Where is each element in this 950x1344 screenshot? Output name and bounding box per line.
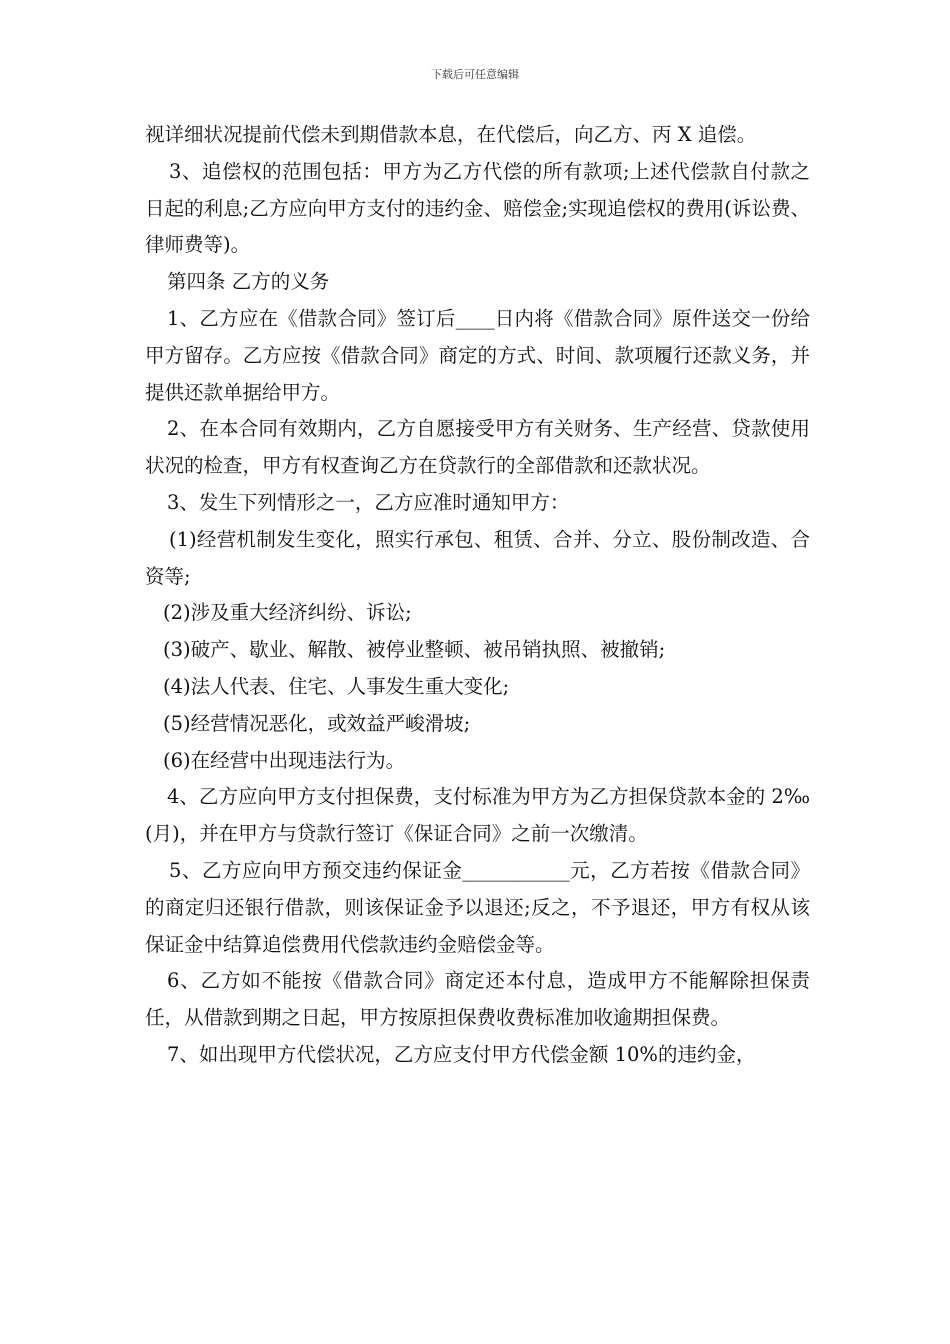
paragraph: 5、乙方应向甲方预交违约保证金___________元，乙方若按《借款合同》的商定归还银行借款，则该保证金予以退还;反之，不予退还，甲方有权从该保证金中结算追偿费用代偿款违约金赔偿金等。: [145, 858, 810, 956]
document-body: [145, 117, 810, 1074]
list-item: (1)经营机制发生变化，照实行承包、租赁、合并、分立、股份制改造、合资等;: [145, 527, 810, 588]
list-item: (6)在经营中出现违法行为。: [163, 748, 406, 772]
page-header: 下载后可任意编辑: [431, 68, 519, 81]
paragraph: 3、追偿权的范围包括：甲方为乙方代偿的所有款项;上述代偿款自付款之日起的利息;乙方应向甲方支付的违约金、赔偿金;实现追偿权的费用(诉讼费、律师费等)。: [145, 159, 810, 257]
paragraph: 3、发生下列情形之一，乙方应准时通知甲方：: [167, 490, 570, 514]
paragraph: 2、在本合同有效期内，乙方自愿接受甲方有关财务、生产经营、贷款使用状况的检查，甲方有权查询乙方在贷款行的全部借款和还款状况。: [145, 417, 810, 478]
paragraph: 1、乙方应在《借款合同》签订后____日内将《借款合同》原件送交一份给甲方留存。乙方应按《借款合同》商定的方式、时间、款项履行还款义务，并提供还款单据给甲方。: [145, 306, 810, 404]
list-item: (3)破产、歇业、解散、被停业整顿、被吊销执照、被撤销;: [163, 638, 666, 662]
paragraph: 6、乙方如不能按《借款合同》商定还本付息，造成甲方不能解除担保责任，从借款到期之日起，甲方按原担保费收费标准加收逾期担保费。: [145, 969, 810, 1030]
paragraph: 4、乙方应向甲方支付担保费，支付标准为甲方为乙方担保贷款本金的 2‰(月)，并在甲方与贷款行签订《保证合同》之前一次缴清。: [145, 785, 810, 846]
paragraph: 视详细状况提前代偿未到期借款本息，在代偿后，向乙方、丙 X 追偿。: [145, 123, 757, 146]
list-item: (4)法人代表、住宅、人事发生重大变化;: [163, 674, 510, 698]
list-item: (5)经营情况恶化，或效益严峻滑坡;: [163, 711, 471, 735]
paragraph: 7、如出现甲方代偿状况，乙方应支付甲方代偿金额 10%的违约金，: [167, 1042, 756, 1066]
section-heading: 第四条 乙方的义务: [167, 270, 330, 294]
list-item: (2)涉及重大经济纠纷、诉讼;: [163, 601, 412, 625]
